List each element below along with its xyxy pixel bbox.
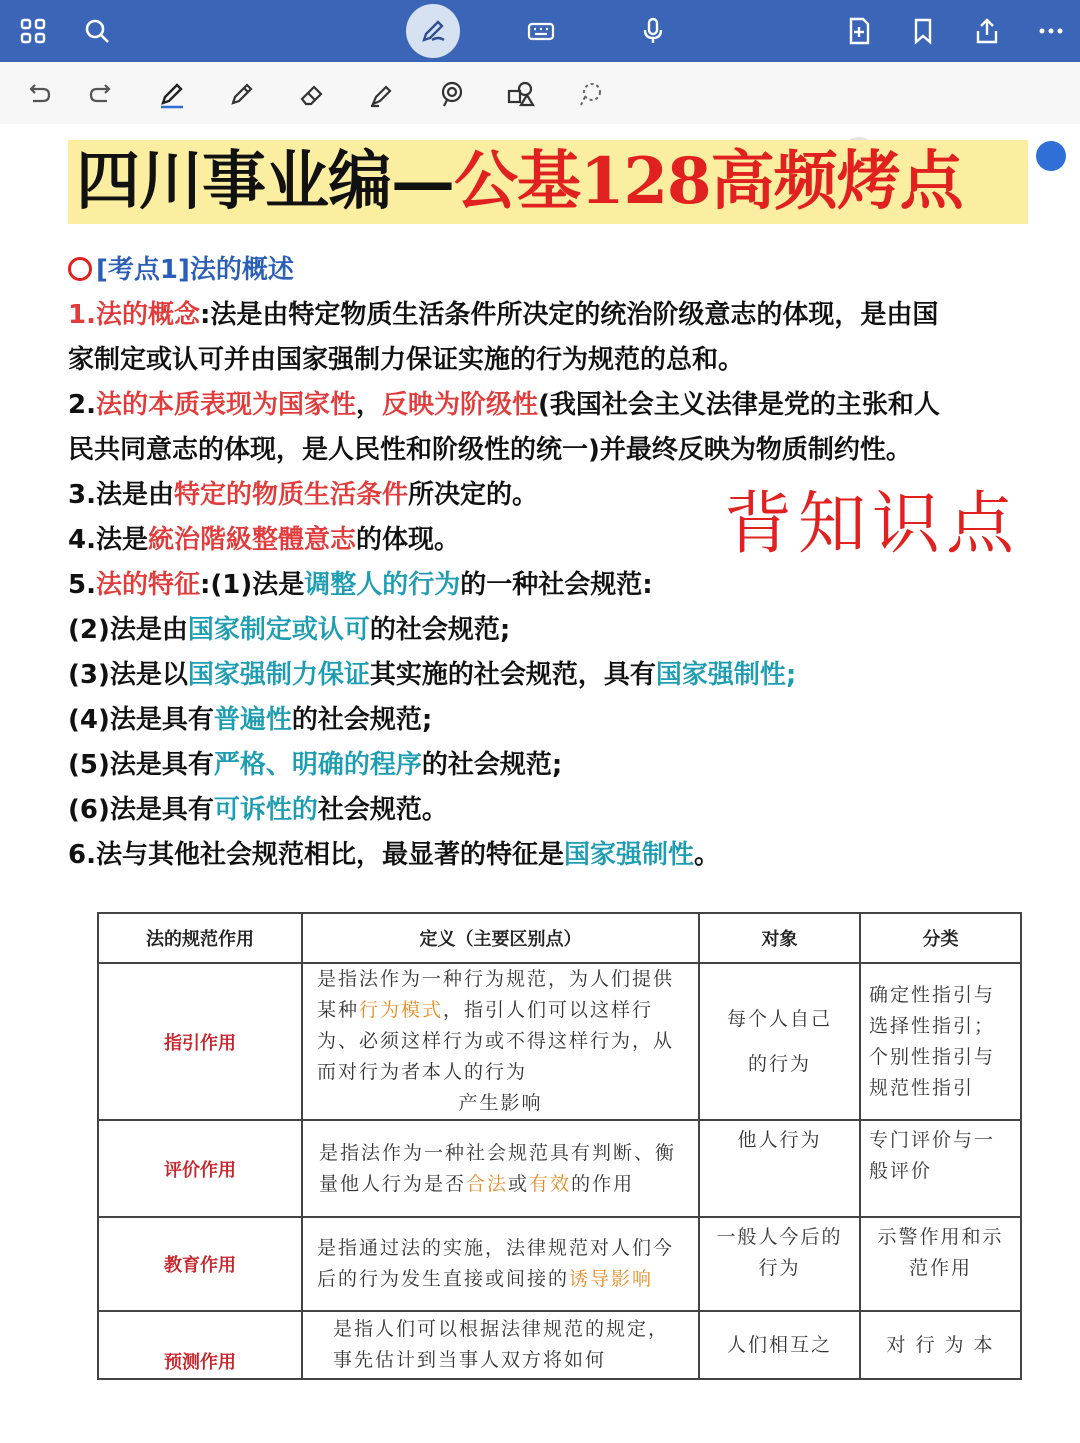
drawing-toolbar (0, 62, 1080, 124)
object-text: 的行为 (747, 1052, 811, 1075)
text-teal: 国家制定或认可 (187, 615, 370, 645)
text: 6.法与其他社会规范相比，最显著的特征是 (68, 840, 564, 870)
keyboard-icon[interactable] (516, 6, 566, 56)
text-red: 法的特征 (95, 570, 200, 600)
line-10 (68, 698, 1063, 743)
section-label: [考点1]法的概述 (96, 255, 294, 285)
grid-icon[interactable] (8, 6, 58, 56)
function-name: 评价作用 (98, 1120, 302, 1217)
text: (2)法是由 (68, 615, 188, 645)
def-highlight: 有效 (529, 1172, 572, 1195)
text: ， (355, 390, 382, 420)
line-4 (68, 428, 1063, 473)
text: :(1)法是 (199, 570, 305, 600)
def-text: 的作用 (571, 1172, 635, 1195)
text-red: 法的本质表现为国家性 (95, 390, 356, 420)
function-name: 指引作用 (98, 963, 302, 1120)
text: 的社会规范; (421, 750, 563, 780)
definition-cell (302, 963, 699, 1120)
text: 的一种社会规范: (460, 570, 653, 600)
line-3 (68, 383, 1063, 428)
table-row (98, 963, 1021, 1120)
laser-icon[interactable] (570, 74, 610, 114)
object-text: 每个人自己 (726, 1007, 832, 1030)
definition-cell (302, 1217, 699, 1311)
table-row (98, 1217, 1021, 1311)
bookmark-icon[interactable] (898, 6, 948, 56)
eraser-icon[interactable] (292, 74, 332, 114)
def-text: 是指通过法的实施，法律规范对人们今后的行为发生直接或间接的 (317, 1237, 675, 1290)
line-9 (68, 653, 1063, 698)
def-text: ，指引人们可以这样行为、必须这样行为或不得这样行为，从而对行为者本人的行为 (317, 999, 675, 1083)
category-cell: 对 行 为 本 (860, 1311, 1021, 1379)
more-icon[interactable] (1026, 6, 1076, 56)
pencil-icon[interactable] (222, 74, 262, 114)
def-text: 产生影响 (458, 1092, 543, 1114)
text: :法是由特定物质生活条件所决定的统治阶级意志的体现，是由国 (199, 300, 939, 330)
text: 3.法是由 (68, 480, 174, 510)
text-teal: 调整人的行为 (304, 570, 461, 600)
text-red: 1.法的概念 (68, 300, 200, 330)
section-heading (68, 248, 1063, 293)
search-icon[interactable] (72, 6, 122, 56)
undo-icon[interactable] (18, 74, 58, 114)
object-cell: 他人行为 (699, 1120, 860, 1217)
function-name: 预测作用 (98, 1311, 302, 1379)
table-header: 对象 (699, 913, 860, 963)
line-1 (68, 293, 1063, 338)
handwritten-stamp: 背知识点 (724, 485, 1021, 564)
text-red: 統治階級整體意志 (147, 525, 356, 555)
text: 民共同意志的体现，是人民性和阶级性的统一)并最终反映为物质制约性。 (68, 435, 912, 465)
pen-tool-icon[interactable] (152, 74, 192, 114)
definition-cell: 是指人们可以根据法律规范的规定，事先估计到当事人双方将如何 (302, 1311, 699, 1379)
lasso-icon[interactable] (432, 74, 472, 114)
text-red: 特定的物质生活条件 (173, 480, 408, 510)
text: 5. (68, 570, 96, 600)
line-8 (68, 608, 1063, 653)
def-highlight: 合法 (466, 1172, 509, 1195)
share-icon[interactable] (962, 6, 1012, 56)
definition-cell (302, 1120, 699, 1217)
page-title (76, 140, 963, 224)
def-highlight: 行为模式 (359, 999, 444, 1021)
category-cell: 确定性指引与选择性指引；个别性指引与规范性指引 (860, 963, 1021, 1120)
text: (5)法是具有 (68, 750, 214, 780)
table-header: 定义（主要区别点） (302, 913, 699, 963)
category-cell: 示警作用和示范作用 (860, 1217, 1021, 1311)
text-teal: 严格、明确的程序 (213, 750, 422, 780)
text-teal: 国家强制性; (655, 660, 797, 690)
table-row (98, 1311, 1021, 1379)
text: 其实施的社会规范，具有 (369, 660, 656, 690)
category-cell: 专门评价与一般评价 (860, 1120, 1021, 1217)
text: 4.法是 (68, 525, 148, 555)
text: 的社会规范; (369, 615, 511, 645)
norm-function-table (97, 912, 1022, 1380)
text: (3)法是以 (68, 660, 188, 690)
text: (6)法是具有 (68, 795, 214, 825)
text-teal: 普遍性 (213, 705, 292, 735)
line-11 (68, 743, 1063, 788)
microphone-icon[interactable] (628, 6, 678, 56)
table-row (98, 1120, 1021, 1217)
shapes-icon[interactable] (500, 74, 540, 114)
text: 2. (68, 390, 96, 420)
add-page-icon[interactable] (834, 6, 884, 56)
table-header-row (98, 913, 1021, 963)
line-12 (68, 788, 1063, 833)
table-header: 分类 (860, 913, 1021, 963)
object-cell (699, 963, 860, 1120)
circle-icon (68, 257, 92, 281)
object-cell: 一般人今后的行为 (699, 1217, 860, 1311)
def-text: 是指法作为一种社会规范具有判断、衡量他人行为是否 (319, 1141, 677, 1195)
def-highlight: 诱导影响 (569, 1268, 654, 1290)
text-teal: 国家强制性 (563, 840, 694, 870)
text-teal: 国家强制力保证 (187, 660, 370, 690)
function-name: 教育作用 (98, 1217, 302, 1311)
def-text: 是指法作为一种行为规范，为人们提供某种 (317, 968, 675, 1021)
line-7 (68, 563, 1063, 608)
text: 的体现。 (355, 525, 460, 555)
text: 的社会规范; (291, 705, 433, 735)
object-cell: 人们相互之 (699, 1311, 860, 1379)
text: 社会规范。 (317, 795, 448, 825)
text: 。 (693, 840, 720, 870)
text: (4)法是具有 (68, 705, 214, 735)
text-red: 反映为阶级性 (382, 390, 539, 420)
def-text: 或 (508, 1172, 530, 1195)
app-top-bar (0, 0, 1080, 62)
text: 家制定或认可并由国家强制力保证实施的行为规范的总和。 (68, 345, 745, 375)
text-teal: 可诉性的 (213, 795, 318, 825)
text: 所决定的。 (407, 480, 538, 510)
title-part-2: 公基128高频烤点 (454, 144, 963, 219)
redo-icon[interactable] (82, 74, 122, 114)
line-13 (68, 833, 1063, 878)
table-header: 法的规范作用 (98, 913, 302, 963)
color-swatch-blue[interactable] (1036, 141, 1066, 171)
line-2 (68, 338, 1063, 383)
text: (我国社会主义法律是党的主张和人 (538, 390, 940, 420)
highlighter-icon[interactable] (362, 74, 402, 114)
title-part-1: 四川事业编— (76, 144, 454, 219)
pen-mode-icon[interactable] (406, 4, 460, 58)
